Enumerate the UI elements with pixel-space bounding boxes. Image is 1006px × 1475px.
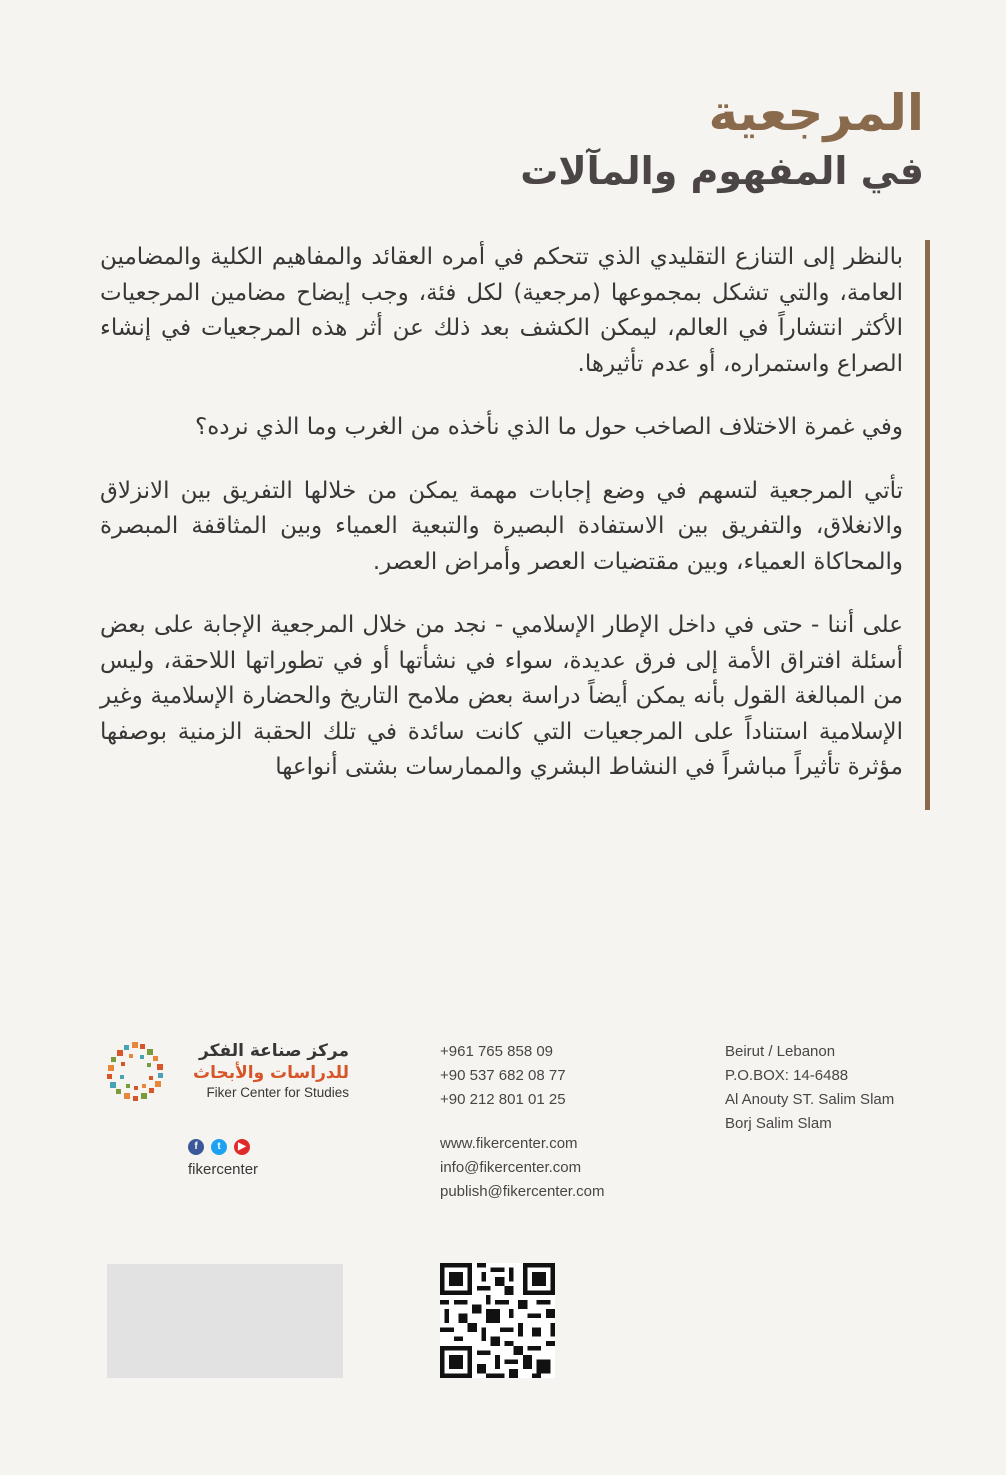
publisher-name-ar-line2: للدراسات والأبحاث [192,1063,349,1083]
address-line-2: P.O.BOX: 14-6488 [725,1067,849,1084]
paragraph-2: وفي غمرة الاختلاف الصاخب حول ما الذي نأخذه من الغرب وما الذي نرده؟ [195,414,903,440]
address-line-3: Al Anouty ST. Salim Slam [725,1091,895,1108]
phone-2: +90 537 682 08 77 [440,1067,566,1084]
social-icons [188,1139,250,1155]
facebook-icon[interactable]: f [188,1139,204,1155]
publish-email[interactable]: publish@fikercenter.com [440,1183,605,1200]
publisher-name [193,1040,349,1102]
paragraph-3: تأتي المرجعية لتسهم في وضع إجابات مهمة يمكن من خلالها التفريق بين الانزلاق والانغلاق، والتفريق بين الاستفادة البصيرة والتبعية العمياء وبين المثاقفة المبصرة والمحاكاة العمياء، وبين مقتضيات العصر وأمراض العصر. [100,477,903,575]
qr-code-icon [440,1263,555,1378]
social-handle: fikercenter [188,1161,259,1178]
youtube-icon[interactable]: ▶ [234,1139,250,1155]
address-line-4: Borj Salim Slam [725,1115,832,1132]
twitter-icon[interactable]: t [211,1139,227,1155]
website-link[interactable]: www.fikercenter.com [440,1135,578,1152]
book-title: المرجعية [708,84,924,142]
info-email[interactable]: info@fikercenter.com [440,1159,582,1176]
phone-3: +90 212 801 01 25 [440,1091,566,1108]
address-line-1: Beirut / Lebanon [725,1043,836,1060]
book-subtitle: في المفهوم والمآلات [520,149,924,193]
blurb-text [100,240,930,810]
postal-address [725,1040,894,1136]
contact-info [440,1040,604,1204]
publisher-logo [104,1040,349,1110]
title-block [324,82,924,198]
barcode-placeholder [107,1264,343,1378]
paragraph-4: على أننا - حتى في داخل الإطار الإسلامي - نجد من خلال المرجعية الإجابة على بعض أسئلة افتراق الأمة إلى فرق عديدة، سواء في نشأتها أو في تطوراتها اللاحقة، وليس من المبالغة القول بأنه يمكن أيضاً دراسة بعض ملامح التاريخ والحضارة الإسلامية وغير الإسلامية استناداً على المرجعيات التي كانت سائدة في تلك الحقبة الزمنية بوصفها مؤثرة تأثيراً مباشراً في النشاط البشري والممارسات بشتى أنواعها [100,612,903,780]
logo-mark-icon [104,1040,168,1104]
publisher-name-en: Fiker Center for Studies [206,1085,349,1100]
paragraph-1: بالنظر إلى التنازع التقليدي الذي تتحكم في أمره العقائد والمفاهيم الكلية والمضامين العامة، والتي تشكل بمجموعها (مرجعية) لكل فئة، وجب إيضاح مضامين المرجعيات الأكثر انتشاراً في العالم، ليمكن الكشف بعد ذلك عن أثر هذه المرجعيات في إنشاء الصراع واستمراره، أو عدم تأثيرها. [100,244,903,377]
phone-1: +961 765 858 09 [440,1043,554,1060]
publisher-name-ar-line1: مركز صناعة الفكر [199,1041,349,1061]
